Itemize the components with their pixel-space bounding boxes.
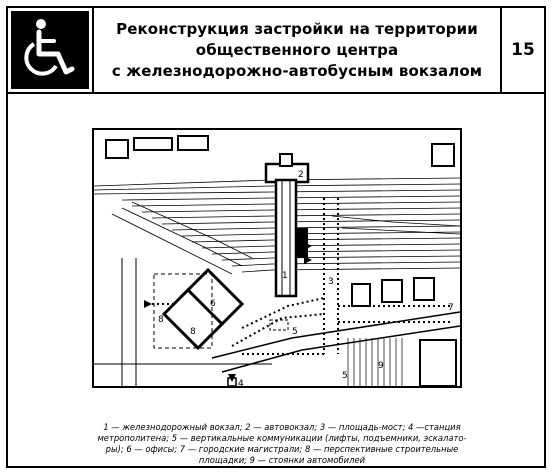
caption-line-2: метрополитена; 5 — вертикальные коммуникации (лифты, подъемники, эскалато- xyxy=(97,433,467,443)
building-block xyxy=(106,140,128,158)
building-block xyxy=(134,138,172,150)
vertical-comm-box xyxy=(270,320,288,330)
building-block xyxy=(420,340,456,386)
city-arterial xyxy=(212,312,460,372)
plan-caption xyxy=(70,422,494,466)
page-title-line-1: Реконструкция застройки на территории xyxy=(116,19,478,38)
label-9: 9 xyxy=(378,361,384,371)
logo-box xyxy=(6,6,94,94)
label-8a: 8 xyxy=(158,315,164,325)
label-4: 4 xyxy=(238,379,244,389)
wheelchair-accessibility-icon xyxy=(10,10,90,90)
title-box xyxy=(92,6,502,94)
label-8b: 8 xyxy=(190,327,196,337)
page-title-line-2: общественного центра xyxy=(195,40,399,59)
label-7: 7 xyxy=(448,303,454,313)
page-title-line-3: с железнодорожно-автобусным вокзалом xyxy=(111,61,483,80)
label-6: 6 xyxy=(210,299,216,309)
label-5b: 5 xyxy=(342,371,348,381)
platform-block xyxy=(296,228,308,258)
office-blocks xyxy=(164,270,242,348)
header xyxy=(6,6,546,94)
parking-hatch xyxy=(348,338,402,386)
page-number: 15 xyxy=(500,6,546,94)
building-block xyxy=(432,144,454,166)
caption-line-4: площадки; 9 — стоянки автомобилей xyxy=(198,455,366,465)
site-plan xyxy=(92,128,462,390)
caption-line-1: 1 — железнодорожный вокзал; 2 — автовокзал; 3 — площадь-мост; 4 —станция xyxy=(103,422,461,432)
building-block xyxy=(414,278,434,300)
site-plan-drawing xyxy=(92,128,462,390)
building-block xyxy=(352,284,370,306)
building-block xyxy=(178,136,208,150)
label-3: 3 xyxy=(328,277,334,287)
label-5: 5 xyxy=(292,327,298,337)
building-block xyxy=(382,280,402,302)
bus-station-tower xyxy=(280,154,292,166)
label-2: 2 xyxy=(298,170,304,180)
caption-line-3: ры); 6 — офисы; 7 — городские магистрали; 8 — перспективные строительные xyxy=(105,444,459,454)
label-1: 1 xyxy=(282,271,288,281)
